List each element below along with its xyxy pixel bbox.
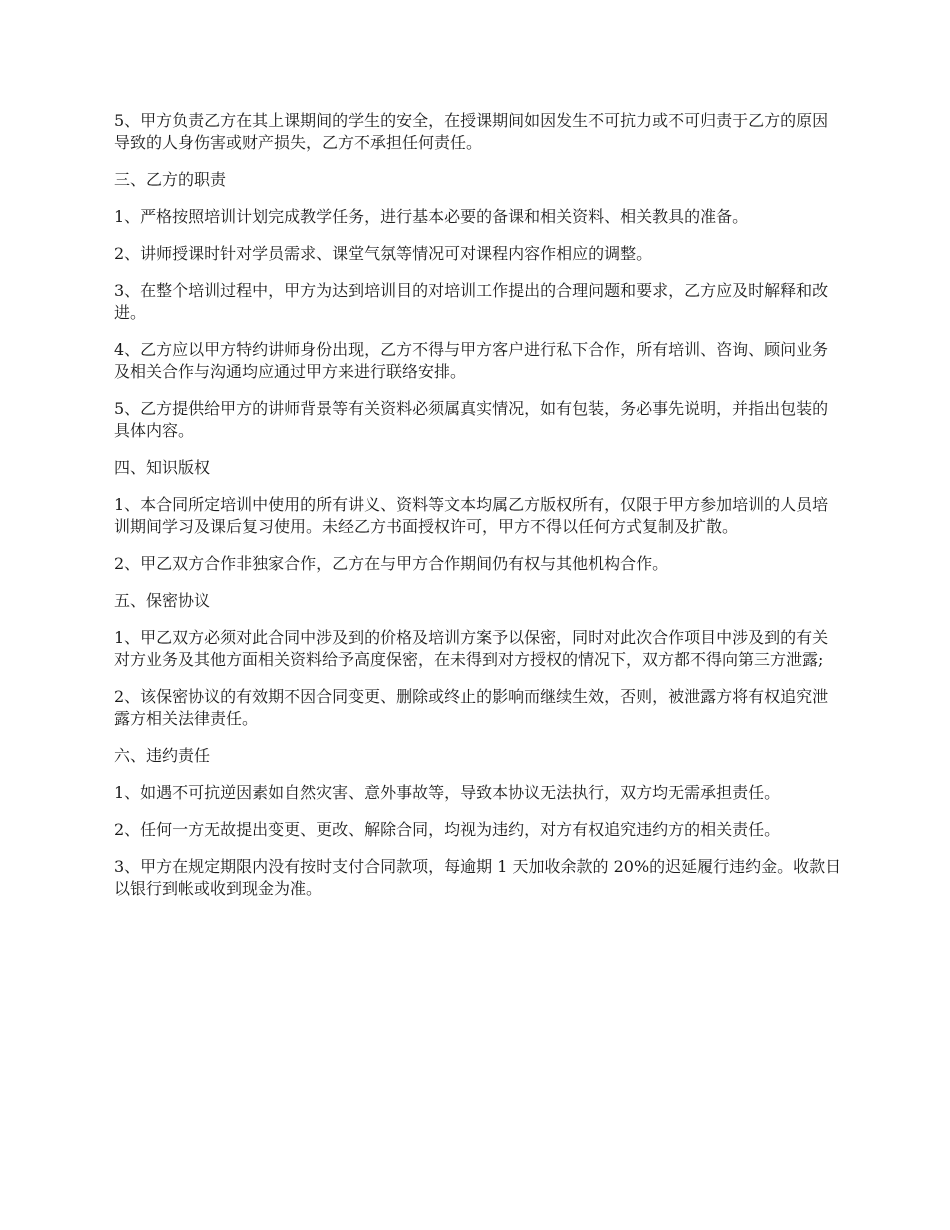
section-heading-copyright: 四、知识版权 (114, 458, 211, 477)
section-heading-breach: 六、违约责任 (114, 746, 211, 765)
breach-clause-3: 3、甲方在规定期限内没有按时支付合同款项，每逾期 1 天加收余款的 20%的迟延履行违约金。收款日以银行到帐或收到现金为准。 (114, 857, 842, 898)
confidentiality-clause-1: 1、甲乙双方必须对此合同中涉及到的价格及培训方案予以保密，同时对此次合作项目中涉及到的有关对方业务及其他方面相关资料给予高度保密，在未得到对方授权的情况下，双方都不得向第三方泄露; (114, 628, 829, 669)
breach-clause-2: 2、任何一方无故提出变更、更改、解除合同，均视为违约，对方有权追究违约方的相关责任。 (114, 820, 781, 839)
document-page (114, 110, 844, 915)
party-b-duty-1: 1、严格按照培训计划完成教学任务，进行基本必要的备课和相关资料、相关教具的准备。 (114, 207, 749, 226)
section-heading-party-b-duties: 三、乙方的职责 (114, 170, 227, 189)
section-heading-confidentiality: 五、保密协议 (114, 591, 211, 610)
breach-clause-1: 1、如遇不可抗逆因素如自然灾害、意外事故等，导致本协议无法执行，双方均无需承担责任。 (114, 783, 781, 802)
copyright-clause-2: 2、甲乙双方合作非独家合作，乙方在与甲方合作期间仍有权与其他机构合作。 (114, 554, 669, 573)
party-a-safety-clause: 5、甲方负责乙方在其上课期间的学生的安全，在授课期间如因发生不可抗力或不可归责于乙方的原因导致的人身伤害或财产损失，乙方不承担任何责任。 (114, 111, 829, 152)
copyright-clause-1: 1、本合同所定培训中使用的所有讲义、资料等文本均属乙方版权所有，仅限于甲方参加培训的人员培训期间学习及课后复习使用。未经乙方书面授权许可，甲方不得以任何方式复制及扩散。 (114, 495, 829, 536)
party-b-duty-2: 2、讲师授课时针对学员需求、课堂气氛等情况可对课程内容作相应的调整。 (114, 244, 653, 263)
party-b-duty-4: 4、乙方应以甲方特约讲师身份出现，乙方不得与甲方客户进行私下合作，所有培训、咨询、顾问业务及相关合作与沟通均应通过甲方来进行联络安排。 (114, 340, 829, 381)
party-b-duty-5: 5、乙方提供给甲方的讲师背景等有关资料必须属真实情况，如有包装，务必事先说明，并指出包装的具体内容。 (114, 399, 829, 440)
confidentiality-clause-2: 2、该保密协议的有效期不因合同变更、删除或终止的影响而继续生效，否则，被泄露方将有权追究泄露方相关法律责任。 (114, 687, 829, 728)
party-b-duty-3: 3、在整个培训过程中，甲方为达到培训目的对培训工作提出的合理问题和要求，乙方应及时解释和改进。 (114, 281, 829, 322)
